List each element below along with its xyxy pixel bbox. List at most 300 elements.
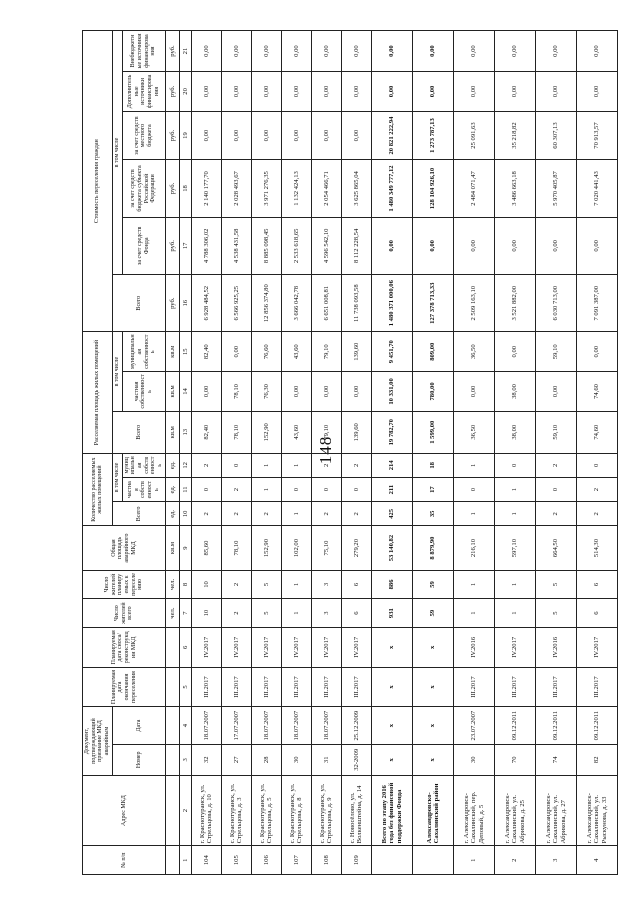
cell-s14: 0,00 xyxy=(535,372,576,412)
cell-r7: 10 xyxy=(191,599,221,628)
cell-r8: 1 xyxy=(494,570,535,599)
cell-num: 28 xyxy=(251,744,281,775)
header-plan-end-demolish: Планируемая дата сноса/реконструкции МКД xyxy=(83,627,166,667)
cell-s13: 152,90 xyxy=(251,411,281,453)
header-document: Документ, подтверждающий признание МКД аварийным xyxy=(83,707,113,775)
header-area-in-that: в том числе xyxy=(112,332,122,411)
cell-a9: 78,10 xyxy=(221,526,251,570)
header-row-1 xyxy=(83,31,113,875)
cell-n12: 2 xyxy=(535,453,576,477)
cell-r7: 1 xyxy=(494,599,535,628)
cell-c19: 20 821 222,94 xyxy=(371,111,412,160)
cell-r8: 5 xyxy=(251,570,281,599)
cell-date: 23.07.2007 xyxy=(453,707,494,745)
header-cost-extra: Внебюджетные источники финансирования xyxy=(122,31,165,72)
header-rooms-group: Количество расселяемых жилых помещений xyxy=(83,453,113,526)
cell-s15: 0,00 xyxy=(576,332,617,372)
cell-n10: 2 xyxy=(576,502,617,526)
cell-addr: г. Александровск-Сахалинский, ул. Рыскунова, д. 33 xyxy=(576,775,617,846)
cell-c18: 128 104 926,10 xyxy=(412,160,453,217)
cell-c19: 70 913,57 xyxy=(576,111,617,160)
header-cost-local: за счет средств местного бюджета xyxy=(122,111,165,160)
cell-num: 74 xyxy=(535,744,576,775)
cell-n11: 0 xyxy=(311,477,341,501)
cell-a9: 85,60 xyxy=(191,526,221,570)
cell-date: x xyxy=(371,707,412,745)
cell-s15: 43,60 xyxy=(281,332,311,372)
cell-d: IV.2017 xyxy=(576,627,617,667)
cell-s15: 36,50 xyxy=(453,332,494,372)
cell-n11: 0 xyxy=(281,477,311,501)
column-index-cell: 12 xyxy=(179,453,191,477)
cell-c18: 3 625 865,04 xyxy=(341,160,371,217)
column-index-cell: 5 xyxy=(179,667,191,707)
cell-no: 107 xyxy=(281,846,311,875)
cell-s13: 1 599,00 xyxy=(412,411,453,453)
unit-cell xyxy=(165,667,179,707)
cell-n11: 0 xyxy=(341,477,371,501)
cell-c17: 4 596 542,10 xyxy=(311,217,341,274)
cell-c16: 7 091 387,00 xyxy=(576,275,617,332)
cell-c21: 0,00 xyxy=(251,31,281,72)
cell-r8: 3 xyxy=(311,570,341,599)
unit-cell: чел. xyxy=(165,599,179,628)
cell-c17: 0,00 xyxy=(494,217,535,274)
cell-date: 17.07.2007 xyxy=(221,707,251,745)
cell-c19: 0,00 xyxy=(221,111,251,160)
cell-date: 25.12.2009 xyxy=(341,707,371,745)
cell-num: 70 xyxy=(494,744,535,775)
cell-s15: 82,40 xyxy=(191,332,221,372)
header-area-group: Расселяемая площадь жилых помещений xyxy=(83,332,113,453)
cell-c20: 0,00 xyxy=(576,72,617,112)
cell-addr: г. Александровск-Сахалинский, пер. Деповый, д. 5 xyxy=(453,775,494,846)
cell-n11: 17 xyxy=(412,477,453,501)
unit-cell: ед. xyxy=(165,453,179,477)
cell-s13: 19 782,70 xyxy=(371,411,412,453)
cell-n10: 425 xyxy=(371,502,412,526)
header-residents-total: Число жителей всего xyxy=(83,599,166,628)
cell-no: 105 xyxy=(221,846,251,875)
cell-c21: 0,00 xyxy=(311,31,341,72)
header-cost-group: Стоимость переселения граждан xyxy=(83,31,113,332)
cell-c17: 0,00 xyxy=(371,217,412,274)
cell-r7: 59 xyxy=(412,599,453,628)
cell-r8: 5 xyxy=(535,570,576,599)
cell-no xyxy=(412,846,453,875)
cell-n11: 0 xyxy=(453,477,494,501)
rotated-table-area xyxy=(82,30,608,875)
unit-cell: руб. xyxy=(165,217,179,274)
cell-c18: 1 132 424,13 xyxy=(281,160,311,217)
cell-a9: 597,10 xyxy=(494,526,535,570)
cell-n10: 2 xyxy=(191,502,221,526)
cell-s14: 38,00 xyxy=(494,372,535,412)
cell-c19: 0,00 xyxy=(251,111,281,160)
column-index-cell: 2 xyxy=(179,775,191,846)
cell-addr: с. Краснотуранск, ул. Стрельцова, д. 8 xyxy=(281,775,311,846)
cell-num: x xyxy=(412,744,453,775)
cell-r7: 3 xyxy=(311,599,341,628)
cell-date: x xyxy=(412,707,453,745)
header-cost-in-that: в том числе xyxy=(112,31,122,275)
cell-s14: 74,60 xyxy=(576,372,617,412)
header-rooms-total: Всего xyxy=(112,502,165,526)
cell-c18: 2 484 071,47 xyxy=(453,160,494,217)
rotated-table-container xyxy=(82,30,608,875)
cell-c16: 127 378 713,33 xyxy=(412,275,453,332)
unit-cell: ед. xyxy=(165,477,179,501)
cell-c20: 0,00 xyxy=(535,72,576,112)
cell-date: 18.07.2007 xyxy=(311,707,341,745)
header-rooms-in-that: в том числе xyxy=(112,453,122,502)
cell-n11: 2 xyxy=(221,477,251,501)
cell-num: 30 xyxy=(281,744,311,775)
cell-r8: 2 xyxy=(221,570,251,599)
cell-c19: 0,00 xyxy=(341,111,371,160)
cell-e: III.2017 xyxy=(281,667,311,707)
cell-n11: 0 xyxy=(535,477,576,501)
cell-s14: 78,10 xyxy=(221,372,251,412)
cell-c20: 0,00 xyxy=(221,72,251,112)
cell-e: III.2017 xyxy=(341,667,371,707)
cell-n12: 0 xyxy=(576,453,617,477)
unit-cell xyxy=(165,627,179,667)
column-index-cell: 6 xyxy=(179,627,191,667)
cell-addr: г. Александровск-Сахалинский, ул. Абрикова, д. 25 xyxy=(494,775,535,846)
cell-num: 31 xyxy=(311,744,341,775)
cell-s14: 780,00 xyxy=(412,372,453,412)
cell-c18: 2 054 466,71 xyxy=(311,160,341,217)
cell-s13: 38,00 xyxy=(494,411,535,453)
cell-a9: 216,10 xyxy=(453,526,494,570)
cell-c19: 1 273 787,13 xyxy=(412,111,453,160)
header-rooms-private: частная собственность xyxy=(122,477,165,501)
cell-num: 27 xyxy=(221,744,251,775)
cell-c17: 0,00 xyxy=(535,217,576,274)
cell-s13: 82,40 xyxy=(191,411,221,453)
cell-n11: 2 xyxy=(576,477,617,501)
cell-no: 109 xyxy=(341,846,371,875)
cell-n12: 2 xyxy=(341,453,371,477)
cell-s13: 78,10 xyxy=(221,411,251,453)
header-no: № п/п xyxy=(83,846,166,875)
cell-no: 3 xyxy=(535,846,576,875)
cell-c20: 0,00 xyxy=(191,72,221,112)
column-index-cell: 21 xyxy=(179,31,191,72)
cell-no: 104 xyxy=(191,846,221,875)
cell-num: 32-2009 xyxy=(341,744,371,775)
cell-s14: 10 331,00 xyxy=(371,372,412,412)
cell-a9: 75,10 xyxy=(311,526,341,570)
header-address: Адрес МКД xyxy=(83,775,166,846)
cell-n11: 1 xyxy=(251,477,281,501)
cell-num: x xyxy=(371,744,412,775)
cell-num: 32 xyxy=(191,744,221,775)
unit-cell: руб. xyxy=(165,275,179,332)
cell-n11: 211 xyxy=(371,477,412,501)
cell-c17: 0,00 xyxy=(412,217,453,274)
cell-addr: с. Краснотуранск, ул. Стрельцова, д. 5 xyxy=(251,775,281,846)
cell-s13: 139,60 xyxy=(341,411,371,453)
unit-cell: кв.м xyxy=(165,332,179,372)
cell-c18: 1 480 349 777,12 xyxy=(371,160,412,217)
unit-cell xyxy=(165,775,179,846)
cell-r7: 6 xyxy=(341,599,371,628)
cell-r8: 59 xyxy=(412,570,453,599)
cell-date: 09.12.2011 xyxy=(535,707,576,745)
column-index-cell: 9 xyxy=(179,526,191,570)
header-area-mkd: Общая площадь аварийного МКД xyxy=(83,526,166,570)
cell-no: 108 xyxy=(311,846,341,875)
column-index-cell: 7 xyxy=(179,599,191,628)
unit-cell: руб. xyxy=(165,31,179,72)
cell-a9: 152,90 xyxy=(251,526,281,570)
cell-d: x xyxy=(371,627,412,667)
cell-n12: 2 xyxy=(311,453,341,477)
cell-c20: 0,00 xyxy=(341,72,371,112)
cell-c20: 0,00 xyxy=(412,72,453,112)
cell-c17: 4 538 431,58 xyxy=(221,217,251,274)
cell-s14: 76,30 xyxy=(251,372,281,412)
cell-e: III.2017 xyxy=(191,667,221,707)
cell-r7: 5 xyxy=(535,599,576,628)
cell-addr: Всего по этапу 2016 года без финансовой поддержки Фонда xyxy=(371,775,412,846)
unit-cell: кв.м xyxy=(165,411,179,453)
cell-addr: с. Краснотуранск, ул. Стрельцова, д. 3 xyxy=(221,775,251,846)
column-index-cell: 10 xyxy=(179,502,191,526)
table-row xyxy=(576,31,617,875)
table-row xyxy=(453,31,494,875)
cell-a9: 514,30 xyxy=(576,526,617,570)
cell-c16: 11 738 093,58 xyxy=(341,275,371,332)
cell-c18: 3 486 663,18 xyxy=(494,160,535,217)
cell-n12: 18 xyxy=(412,453,453,477)
header-cost-regional: за счет средств бюджета субъекта Российской Федерации xyxy=(122,160,165,217)
header-cost-total: Всего xyxy=(112,275,165,332)
cell-r7: 1 xyxy=(281,599,311,628)
cell-c17: 8 112 228,54 xyxy=(341,217,371,274)
cell-n10: 1 xyxy=(453,502,494,526)
cell-date: 18.07.2007 xyxy=(251,707,281,745)
cell-c19: 0,00 xyxy=(281,111,311,160)
cell-s14: 0,00 xyxy=(453,372,494,412)
unit-cell xyxy=(165,846,179,875)
cell-s15: 0,00 xyxy=(221,332,251,372)
cell-no xyxy=(371,846,412,875)
cell-c17: 0,00 xyxy=(576,217,617,274)
cell-c20: 0,00 xyxy=(251,72,281,112)
header-residents-planned: Число жителей планируемых к переселению xyxy=(83,570,166,599)
cell-c21: 0,00 xyxy=(221,31,251,72)
cell-e: III.2017 xyxy=(251,667,281,707)
cell-c21: 0,00 xyxy=(191,31,221,72)
table-row xyxy=(341,31,371,875)
column-index-cell: 1 xyxy=(179,846,191,875)
cell-s13: 59,10 xyxy=(535,411,576,453)
cell-n10: 1 xyxy=(281,502,311,526)
cell-d: IV.2017 xyxy=(341,627,371,667)
cell-r7: 5 xyxy=(251,599,281,628)
cell-addr: г. Краснотуранск, ул. Стрельцова, д. 10 xyxy=(191,775,221,846)
cell-c21: 0,00 xyxy=(453,31,494,72)
cell-s15: 809,00 xyxy=(412,332,453,372)
cell-c21: 0,00 xyxy=(341,31,371,72)
cell-no: 2 xyxy=(494,846,535,875)
cell-date: 09.12.2011 xyxy=(576,707,617,745)
cell-e: III.2017 xyxy=(453,667,494,707)
cell-d: x xyxy=(412,627,453,667)
cell-a9: 53 140,82 xyxy=(371,526,412,570)
cell-c21: 0,00 xyxy=(535,31,576,72)
cell-s13: 79,10 xyxy=(311,411,341,453)
unit-cell: руб. xyxy=(165,72,179,112)
cell-addr: с. Новосёлово, ул. Волкенштейна, д. 14 xyxy=(341,775,371,846)
cell-c19: 25 091,63 xyxy=(453,111,494,160)
cell-a9: 102,00 xyxy=(281,526,311,570)
cell-c20: 0,00 xyxy=(311,72,341,112)
cell-r7: 931 xyxy=(371,599,412,628)
cell-s15: 79,10 xyxy=(311,332,341,372)
cell-s15: 76,60 xyxy=(251,332,281,372)
cell-s14: 0,00 xyxy=(341,372,371,412)
cell-c19: 35 218,82 xyxy=(494,111,535,160)
cell-c16: 6 030 713,00 xyxy=(535,275,576,332)
cell-c16: 12 856 374,80 xyxy=(251,275,281,332)
column-index-cell: 20 xyxy=(179,72,191,112)
cell-s14: 0,00 xyxy=(191,372,221,412)
header-area-private: частная собственность xyxy=(122,372,165,412)
cell-n12: 0 xyxy=(221,453,251,477)
cell-num: 30 xyxy=(453,744,494,775)
cell-n10: 2 xyxy=(341,502,371,526)
cell-c21: 0,00 xyxy=(576,31,617,72)
table-row xyxy=(371,31,412,875)
cell-n11: 0 xyxy=(191,477,221,501)
cell-r7: 6 xyxy=(576,599,617,628)
cell-r7: 2 xyxy=(221,599,251,628)
cell-n10: 2 xyxy=(311,502,341,526)
cell-c19: 0,00 xyxy=(191,111,221,160)
cell-n10: 35 xyxy=(412,502,453,526)
table-body xyxy=(165,31,617,875)
cell-c18: 5 970 405,87 xyxy=(535,160,576,217)
cell-s15: 0,00 xyxy=(494,332,535,372)
column-index-cell: 16 xyxy=(179,275,191,332)
cell-c17: 2 533 618,65 xyxy=(281,217,311,274)
cell-r8: 10 xyxy=(191,570,221,599)
column-index-cell: 18 xyxy=(179,160,191,217)
column-index-row xyxy=(179,31,191,875)
cell-e: III.2017 xyxy=(535,667,576,707)
column-index-cell: 17 xyxy=(179,217,191,274)
cell-s14: 0,00 xyxy=(281,372,311,412)
column-index-cell: 13 xyxy=(179,411,191,453)
cell-c17: 0,00 xyxy=(453,217,494,274)
cell-d: IV.2017 xyxy=(191,627,221,667)
cell-d: IV.2017 xyxy=(311,627,341,667)
page-number: 148 xyxy=(316,435,335,465)
cell-n12: 0 xyxy=(494,453,535,477)
cell-d: IV.2017 xyxy=(494,627,535,667)
header-area-total: Всего xyxy=(112,411,165,453)
cell-d: IV.2017 xyxy=(251,627,281,667)
table-row xyxy=(494,31,535,875)
cell-no: 1 xyxy=(453,846,494,875)
cell-s15: 139,60 xyxy=(341,332,371,372)
cell-a9: 8 879,90 xyxy=(412,526,453,570)
resettlement-table xyxy=(82,30,618,875)
cell-c20: 0,00 xyxy=(371,72,412,112)
header-cost-fund: за счет средств Фонда xyxy=(122,217,165,274)
cell-d: IV.2016 xyxy=(453,627,494,667)
unit-cell: чел. xyxy=(165,570,179,599)
cell-r7: 1 xyxy=(453,599,494,628)
cell-c21: 0,00 xyxy=(281,31,311,72)
cell-c18: 2 140 177,70 xyxy=(191,160,221,217)
cell-n12: 1 xyxy=(453,453,494,477)
column-index-cell: 15 xyxy=(179,332,191,372)
cell-e: III.2017 xyxy=(494,667,535,707)
cell-e: III.2017 xyxy=(311,667,341,707)
cell-r8: 886 xyxy=(371,570,412,599)
cell-r8: 1 xyxy=(453,570,494,599)
cell-n12: 1 xyxy=(251,453,281,477)
cell-n11: 1 xyxy=(494,477,535,501)
cell-n12: 1 xyxy=(281,453,311,477)
table-row xyxy=(191,31,221,875)
cell-s13: 74,60 xyxy=(576,411,617,453)
cell-n10: 1 xyxy=(494,502,535,526)
header-plan-end-resettle: Планируемая дата окончания переселения xyxy=(83,667,166,707)
cell-a9: 664,50 xyxy=(535,526,576,570)
cell-c16: 3 521 882,00 xyxy=(494,275,535,332)
cell-addr: Александровско-Сахалинский район xyxy=(412,775,453,846)
table-row xyxy=(281,31,311,875)
cell-c21: 0,00 xyxy=(371,31,412,72)
cell-date: 18.07.2007 xyxy=(281,707,311,745)
cell-c16: 3 666 042,78 xyxy=(281,275,311,332)
table-row xyxy=(535,31,576,875)
cell-e: x xyxy=(371,667,412,707)
column-index-cell: 4 xyxy=(179,707,191,745)
cell-c19: 60 307,13 xyxy=(535,111,576,160)
header-rooms-municipal: муниципальная собственность xyxy=(122,453,165,477)
cell-n12: 214 xyxy=(371,453,412,477)
cell-c19: 0,00 xyxy=(311,111,341,160)
table-row xyxy=(412,31,453,875)
units-row xyxy=(165,31,179,875)
unit-cell: руб. xyxy=(165,160,179,217)
cell-e: x xyxy=(412,667,453,707)
cell-c16: 1 480 371 000,06 xyxy=(371,275,412,332)
cell-c16: 6 928 484,52 xyxy=(191,275,221,332)
cell-addr: г. Александровск-Сахалинский, ул. Абрикова, д. 27 xyxy=(535,775,576,846)
cell-c18: 3 971 276,35 xyxy=(251,160,281,217)
cell-c18: 7 020 441,43 xyxy=(576,160,617,217)
column-index-cell: 8 xyxy=(179,570,191,599)
cell-r8: 6 xyxy=(576,570,617,599)
header-doc-number: Номер xyxy=(112,744,165,775)
cell-n12: 2 xyxy=(191,453,221,477)
cell-c21: 0,00 xyxy=(412,31,453,72)
cell-c20: 0,00 xyxy=(281,72,311,112)
cell-r8: 1 xyxy=(281,570,311,599)
cell-s14: 0,00 xyxy=(311,372,341,412)
column-index-cell: 11 xyxy=(179,477,191,501)
column-index-cell: 3 xyxy=(179,744,191,775)
cell-r8: 6 xyxy=(341,570,371,599)
